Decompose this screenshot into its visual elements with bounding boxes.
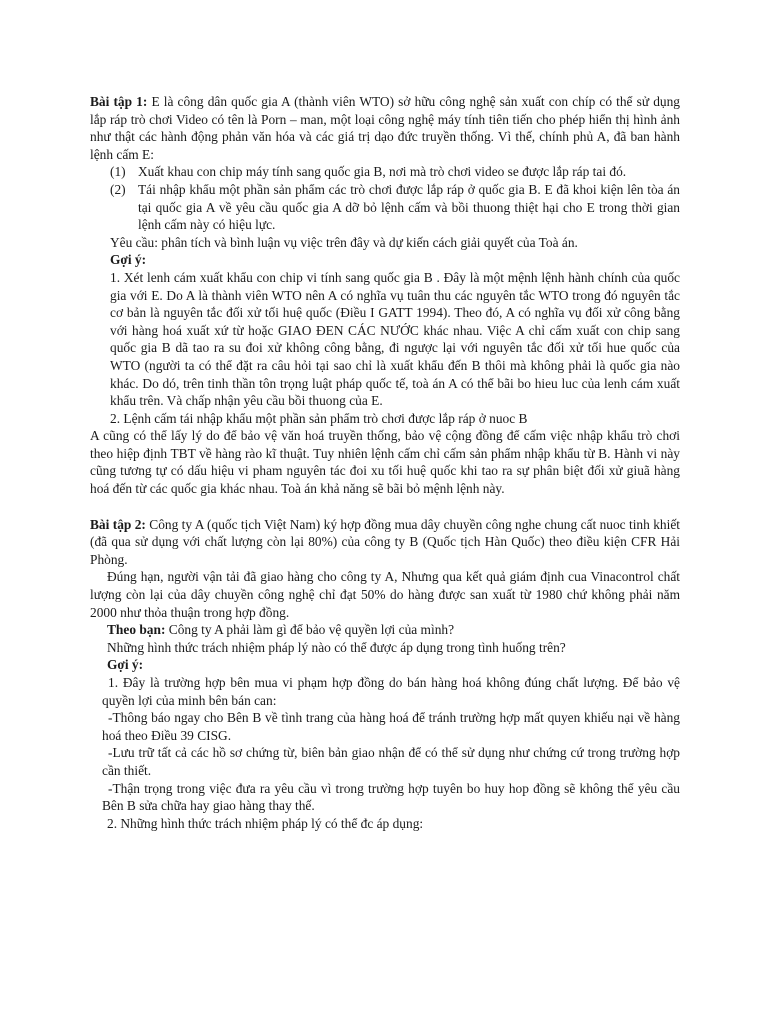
exercise-2-hint-1b: -Lưu trữ tất cả các hồ sơ chứng từ, biên bản giao nhận để có thể sử dụng như chứng cứ trong trường hợp cần thiết.	[102, 745, 680, 778]
exercise-2-text: Công ty A (quốc tịch Việt Nam) ký hợp đồng mua dây chuyền công nghe chung cất nuoc tinh khiết (đã qua sử dụng với chất lượng còn lại 80%) của công ty B (Quốc tịch Hàn Quốc) theo điều kiện CFR Hải Phòng.	[90, 516, 680, 567]
section-gap	[90, 498, 680, 516]
exercise-2-question-2: Những hình thức trách nhiệm pháp lý nào có thể được áp dụng trong tình huống trên?	[107, 639, 566, 655]
document-page	[90, 93, 680, 832]
list-item-number: (2)	[110, 181, 126, 197]
exercise-2-hint-label: Gợi ý:	[107, 657, 144, 673]
exercise-1-hint-1: 1. Xét lenh cám xuất khẩu con chip vi tính sang quốc gia B . Đây là một mệnh lệnh hành chính của quốc gia với E. Do A là thành viên WTO nên A có nghĩa vụ tuân thu các nguyên tắc WTO trong đó nguyên tắc cơ bản là nguyên tắc đối xử tối huệ quốc (Điều I GATT 1994). Theo đó, A có nghĩa vụ đối xử công bằng với hàng hoá xuất xứ từ hoặc GIAO ĐEN CÁC NƯỚC khác nhau. Việc A chỉ cấm xuất con chip sang quốc gia B dã tao ra su đoi xử không công bằng, đi ngược lại với nguyên tắc đối xử tối hue quốc của WTO (người ta có thể đặt ra câu hỏi tại sao chỉ là xuất khẩu đến B thôi mà không phải là quốc gia nào khác. Do dó, trên tinh thần tôn trọng luật pháp quốc tế, toà án A có thể bãi bo hieu luc của lenh cám xuất khẩu trên. Và chấp nhận yêu cầu bồi thuong của E.	[110, 269, 680, 409]
list-item-text: Tái nhập khẩu một phần sản phẩm các trò chơi được lắp ráp ở quốc gia B. E đã khoi kiện lên tòa án tại quốc gia A về yêu cầu quốc gia A dỡ bỏ lệnh cấm và bồi thuong thiệt hại cho E trong thời gian lệnh cấm này có hiệu lực.	[138, 181, 680, 233]
exercise-2-hint-2: 2. Những hình thức trách nhiệm pháp lý có thể đc áp dụng:	[107, 815, 424, 831]
exercise-1-hint-2-body: A cũng có thể lấy lý do để bảo vệ văn hoá truyền thống, bảo vệ cộng đồng để cấm việc nhập khẩu trò chơi theo hiệp định TBT về hàng rào kĩ thuật. Tuy nhiên lệnh cấm chỉ cấm sản phẩm nhập khẩu từ B. Hành vi này cũng tương tự có dấu hiệu vi pham nguyên tác đoi xu tối huệ quốc khi tao ra sự phân biệt đối xử giuã hàng hoá đến từ các quốc gia khác nhau. Toà án khả năng sẽ bãi bỏ mệnh lệnh này.	[90, 428, 680, 497]
exercise-1-hint-label: Gợi ý:	[110, 252, 147, 268]
exercise-2-question-1	[90, 621, 680, 639]
exercise-2-question-label: Theo bạn:	[107, 622, 166, 638]
exercise-2-hint-1a: -Thông báo ngay cho Bên B về tình trang của hàng hoá để tránh trường hợp mất quyen khiếu nại về hàng hoá theo Điều 39 CISG.	[102, 710, 680, 743]
exercise-1-text: E là công dân quốc gia A (thành viên WTO) sở hữu công nghệ sản xuất con chíp có thể sử dụng lắp ráp trò chơi Video có tên là Porn – man, một loại công nghệ máy tính tiên tiến cho phép hiển thị hình ảnh như thật các hành động phản văn hóa và các giá trị dạo đức truyền thống. Vì thế, chính phủ A, đã ban hành lệnh cấm E:	[90, 94, 680, 162]
exercise-1-requirement: Yêu cầu: phân tích và bình luận vụ việc trên đây và dự kiến cách giải quyết của Toà án.	[110, 234, 578, 250]
exercise-2-paragraph: Đúng hạn, người vận tải đã giao hàng cho công ty A, Nhưng qua kết quả giám định cua Vinacontrol chất lượng còn lại của dây chuyền công nghệ chỉ đạt 50% do hàng được san xuất từ 1980 chứ không phải năm 2000 như thỏa thuận trong hợp đồng.	[90, 569, 680, 620]
list-item-text: Xuất khau con chip máy tính sang quốc gia B, nơi mà trò chơi video se được lắp ráp tai đó.	[138, 164, 627, 180]
exercise-2-hint-1: 1. Đây là trường hợp bên mua vi phạm hợp đồng do bán hàng hoá không đúng chất lượng. Để bảo vệ quyền lợi của minh bên bán can:	[102, 675, 680, 708]
exercise-1-hint-2-title: 2. Lệnh cấm tái nhập khẩu một phần sản phẩm trò chơi được lắp ráp ở nuoc B	[110, 410, 528, 426]
exercise-1-label: Bài tập 1:	[90, 94, 148, 109]
list-item	[110, 163, 680, 181]
exercise-1-intro	[90, 93, 680, 163]
exercise-2-intro	[90, 516, 680, 569]
exercise-2-question-text: Công ty A phải làm gì để bảo vệ quyền lợi của mình?	[165, 622, 455, 638]
list-item	[110, 181, 680, 234]
exercise-2-hint-1c: -Thận trọng trong việc đưa ra yêu cầu vì trong trường hợp tuyên bo huy hop đồng sẽ không thể yêu cầu Bên B sửa chữa hay giao hàng thay thế.	[102, 780, 680, 814]
exercise-2-label: Bài tập 2:	[90, 516, 146, 532]
list-item-number: (1)	[110, 164, 126, 180]
